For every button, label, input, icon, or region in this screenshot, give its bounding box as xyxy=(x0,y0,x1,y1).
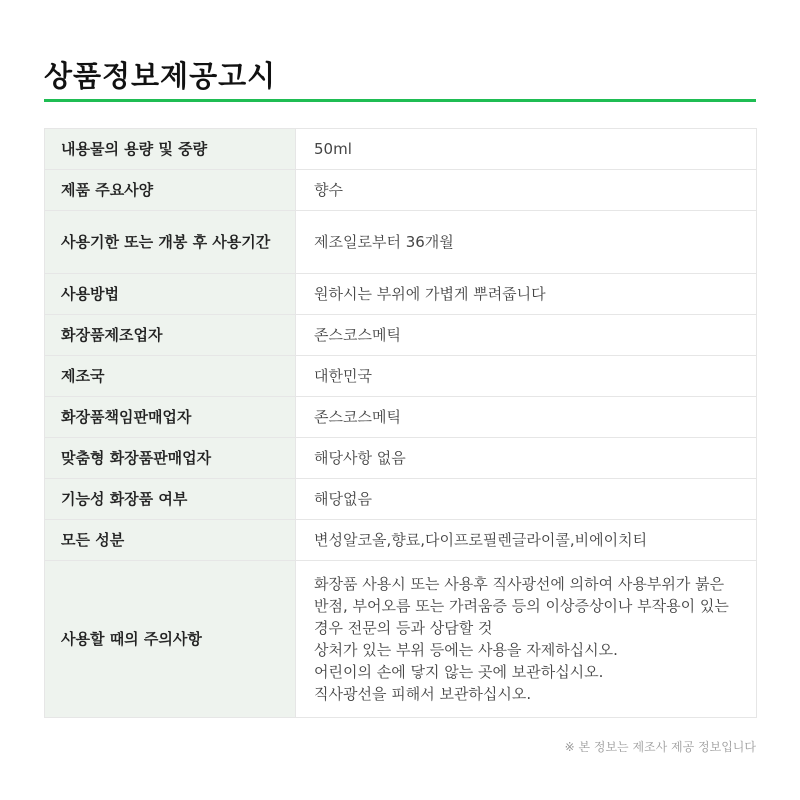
table-row xyxy=(45,479,757,520)
value-text: 50ml xyxy=(314,140,352,158)
table-row xyxy=(45,561,757,718)
value-text: 상처가 있는 부위 등에는 사용을 자제하십시오. xyxy=(314,641,618,659)
row-label: 화장품제조업자 xyxy=(45,315,296,356)
value-text: 직사광선을 피해서 보관하십시오. xyxy=(314,685,532,703)
row-value xyxy=(296,520,757,561)
row-value xyxy=(296,129,757,170)
table-row xyxy=(45,170,757,211)
value-text: 제조일로부터 36개월 xyxy=(314,233,454,251)
value-text: 향수 xyxy=(314,181,343,199)
title-divider xyxy=(44,99,756,102)
value-text: 대한민국 xyxy=(314,367,372,385)
row-value xyxy=(296,438,757,479)
row-value xyxy=(296,274,757,315)
value-text: 존스코스메틱 xyxy=(314,408,401,426)
table-row xyxy=(45,438,757,479)
row-label: 사용기한 또는 개봉 후 사용기간 xyxy=(45,211,296,274)
value-text: 변성알코올,향료,다이프로필렌글라이콜,비에이치티 xyxy=(314,531,648,549)
row-label: 제품 주요사양 xyxy=(45,170,296,211)
row-value xyxy=(296,211,757,274)
table-row xyxy=(45,274,757,315)
row-value xyxy=(296,479,757,520)
value-text: 해당없음 xyxy=(314,490,372,508)
row-label: 화장품책임판매업자 xyxy=(45,397,296,438)
row-value xyxy=(296,170,757,211)
row-value xyxy=(296,397,757,438)
table-row xyxy=(45,356,757,397)
table-row xyxy=(45,397,757,438)
value-text: 존스코스메틱 xyxy=(314,326,401,344)
table-row xyxy=(45,129,757,170)
page-title: 상품정보제공고시 xyxy=(44,59,277,93)
row-value xyxy=(296,315,757,356)
table-row xyxy=(45,520,757,561)
source-footnote: ※ 본 정보는 제조사 제공 정보입니다 xyxy=(564,740,756,754)
value-text: 화장품 사용시 또는 사용후 직사광선에 의하여 사용부위가 붉은 반점, 부어오름 또는 가려움증 등의 이상증상이나 부작용이 있는 경우 전문의 등과 상담할 것 xyxy=(314,575,729,637)
table-row xyxy=(45,211,757,274)
row-label: 모든 성분 xyxy=(45,520,296,561)
value-text: 해당사항 없음 xyxy=(314,449,406,467)
row-label: 기능성 화장품 여부 xyxy=(45,479,296,520)
row-label: 사용방법 xyxy=(45,274,296,315)
value-text: 어린이의 손에 닿지 않는 곳에 보관하십시오. xyxy=(314,663,604,681)
table-row xyxy=(45,315,757,356)
row-value xyxy=(296,561,757,718)
row-label: 제조국 xyxy=(45,356,296,397)
row-label: 맞춤형 화장품판매업자 xyxy=(45,438,296,479)
product-info-table xyxy=(44,128,757,718)
row-value xyxy=(296,356,757,397)
row-label: 사용할 때의 주의사항 xyxy=(45,561,296,718)
value-text: 원하시는 부위에 가볍게 뿌려줍니다 xyxy=(314,285,546,303)
row-label: 내용물의 용량 및 중량 xyxy=(45,129,296,170)
